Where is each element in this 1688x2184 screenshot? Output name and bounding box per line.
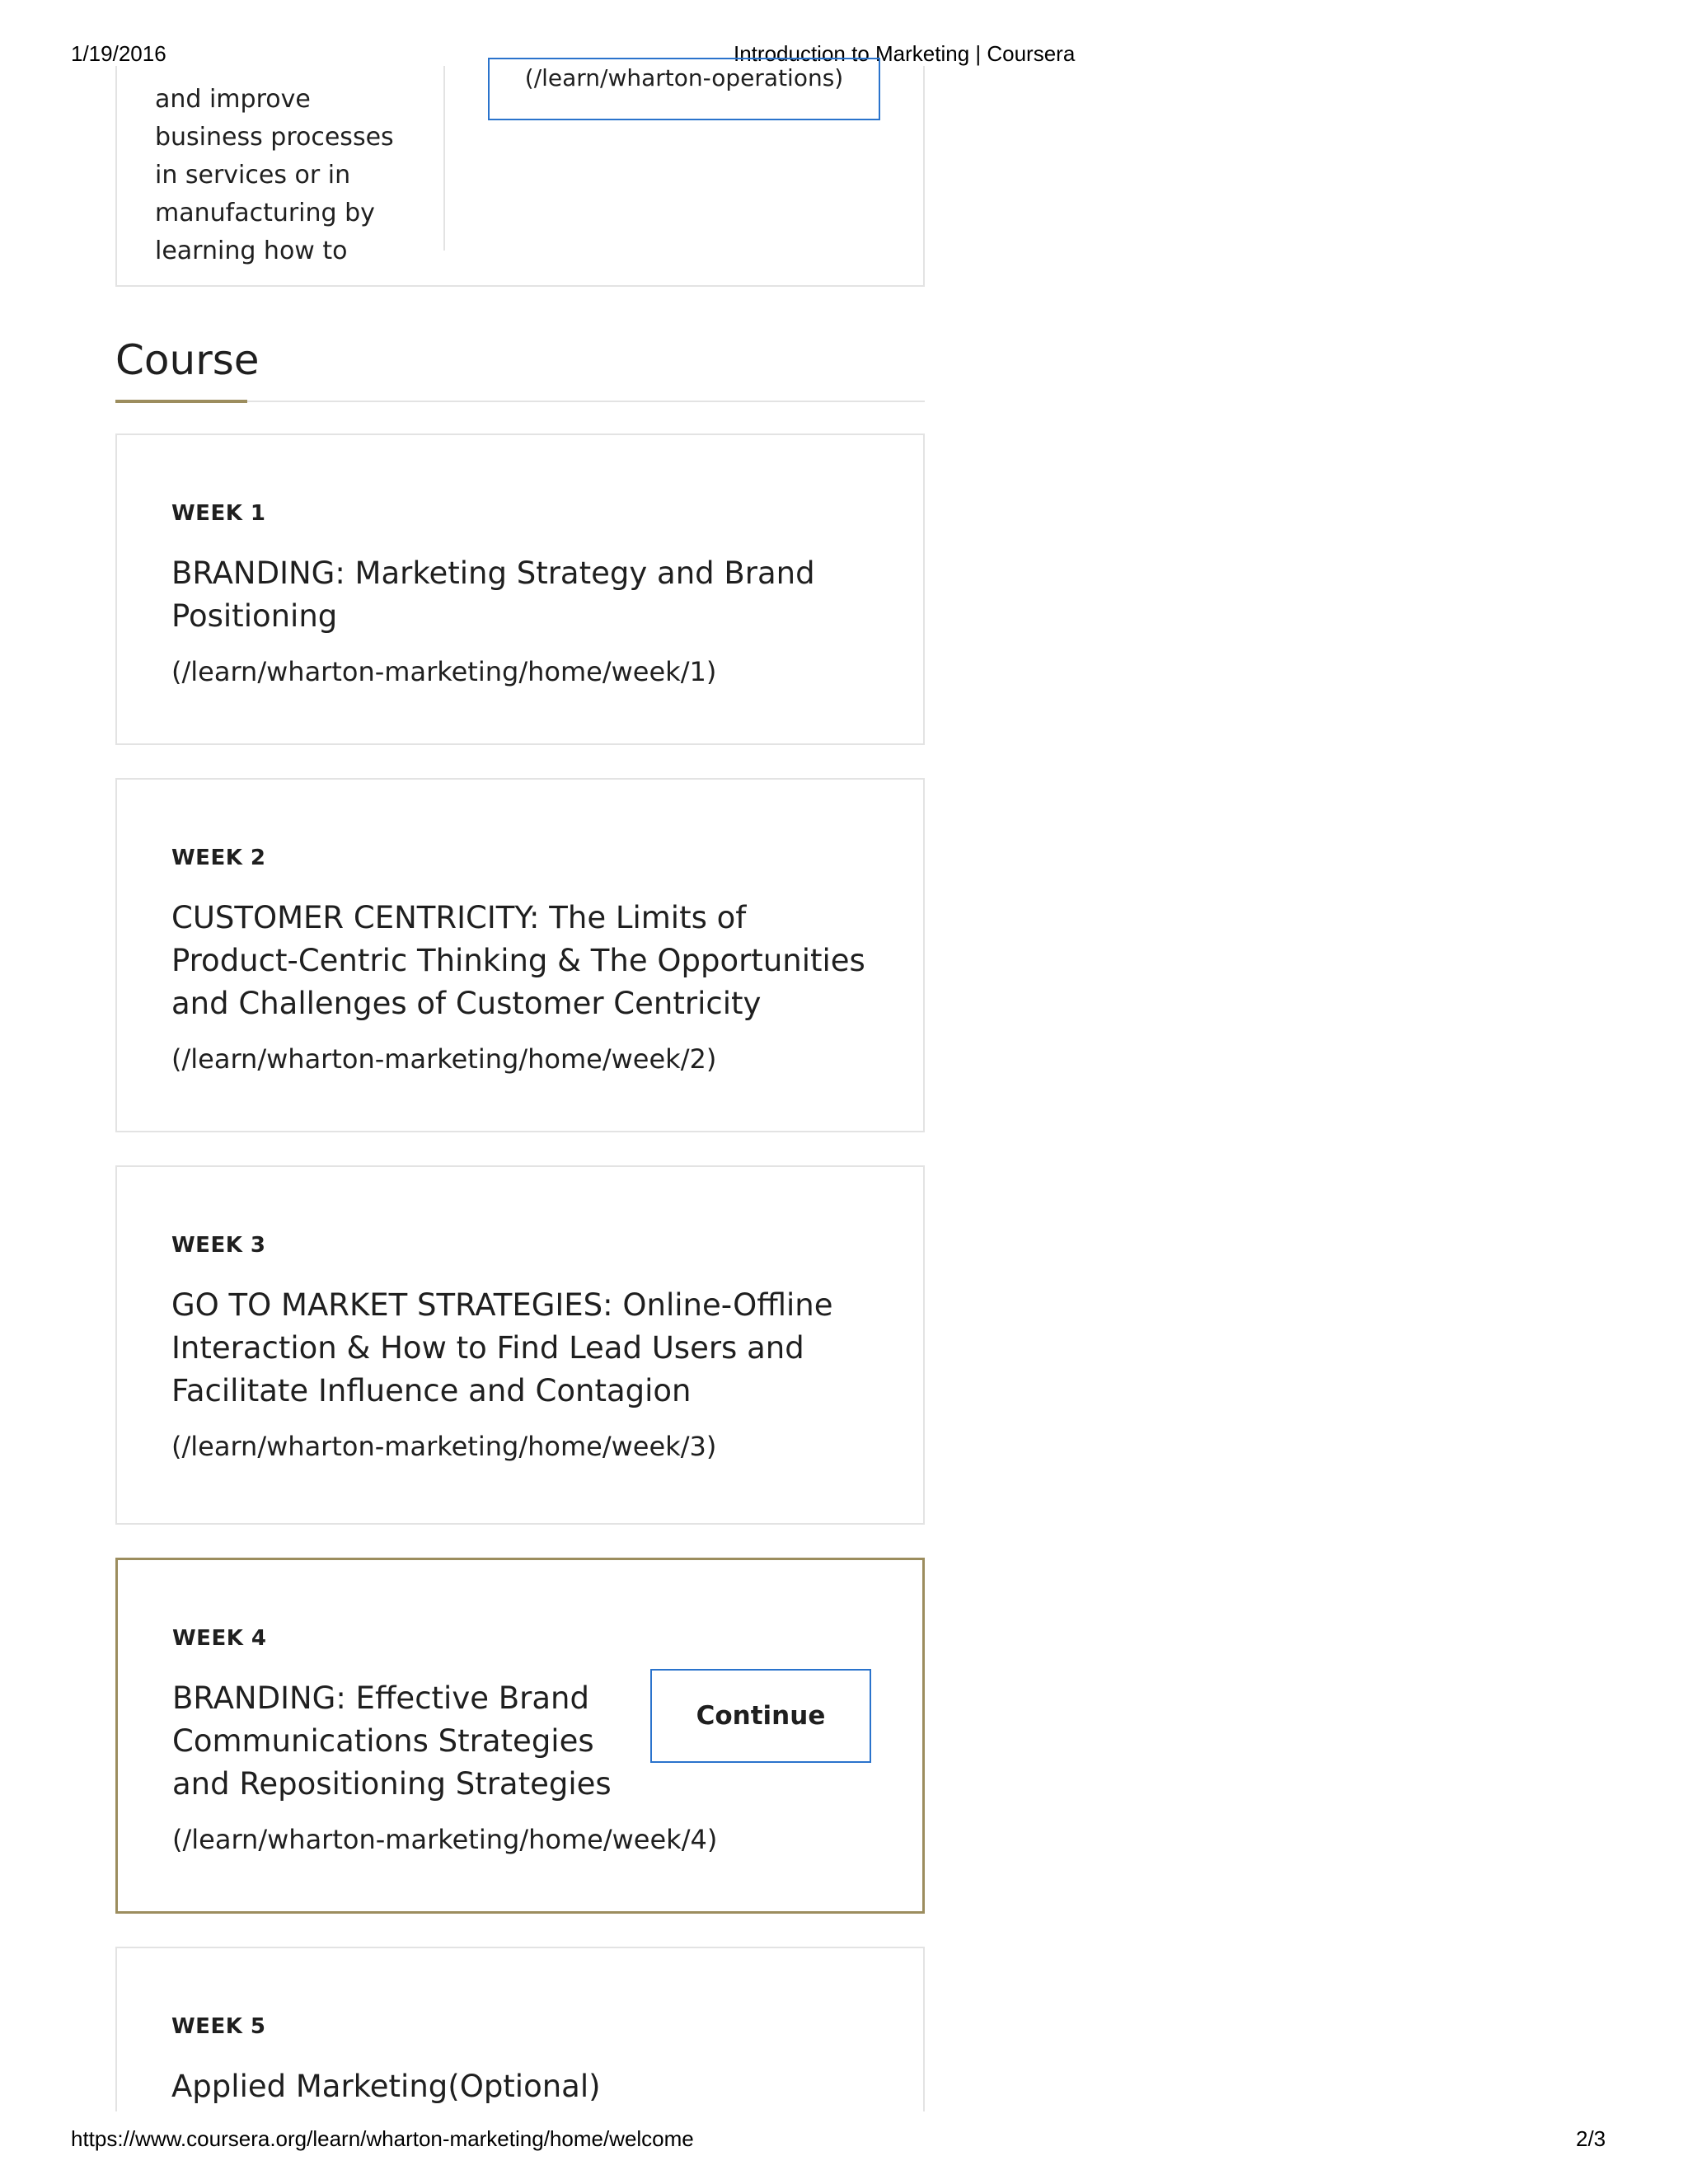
week-label: WEEK 1	[171, 501, 266, 526]
week-link[interactable]: (/learn/wharton-marketing/home/week/1)	[171, 656, 717, 687]
week-card-5[interactable]	[115, 1947, 925, 2111]
week-label: WEEK 4	[172, 1626, 267, 1651]
specialization-description: and improve business processes in services or in manufacturing by learning how to	[155, 85, 394, 265]
week-label: WEEK 2	[171, 846, 266, 870]
specialization-link-text: (/learn/wharton-operations)	[524, 64, 844, 91]
print-date: 1/19/2016	[71, 41, 166, 66]
week-card-4-current[interactable]	[115, 1558, 925, 1914]
section-divider-accent	[115, 400, 247, 403]
print-page-number: 2/3	[1576, 2126, 1606, 2151]
week-card-1[interactable]	[115, 434, 925, 745]
print-page-title: Introduction to Marketing | Coursera	[734, 41, 1076, 66]
week-title[interactable]: BRANDING: Effective Brand Communications Strategies and Repositioning Strategies	[172, 1680, 612, 1802]
print-url: https://www.coursera.org/learn/wharton-marketing/home/welcome	[71, 2126, 694, 2151]
week-link[interactable]: (/learn/wharton-marketing/home/week/4)	[172, 1824, 718, 1855]
card-divider	[443, 66, 445, 251]
week-title[interactable]: CUSTOMER CENTRICITY: The Limits of Product-Centric Thinking & The Opportunities and Challenges of Customer Centricity	[171, 900, 865, 1021]
specialization-link-button[interactable]	[488, 58, 880, 120]
week-card-3[interactable]	[115, 1165, 925, 1525]
week-card-2[interactable]	[115, 778, 925, 1132]
continue-button[interactable]: Continue	[650, 1669, 871, 1763]
week-label: WEEK 5	[171, 2014, 266, 2039]
week-title[interactable]: BRANDING: Marketing Strategy and Brand Positioning	[171, 555, 815, 634]
specialization-card	[115, 66, 925, 287]
week-label: WEEK 3	[171, 1233, 266, 1258]
week-link[interactable]: (/learn/wharton-marketing/home/week/3)	[171, 1431, 717, 1462]
week-link[interactable]: (/learn/wharton-marketing/home/week/2)	[171, 1043, 717, 1075]
section-heading-course: Course	[115, 336, 260, 384]
week-title[interactable]: GO TO MARKET STRATEGIES: Online-Offline Interaction & How to Find Lead Users and Facilitate Influence and Contagion	[171, 1287, 833, 1408]
week-title[interactable]: Applied Marketing(Optional)	[171, 2069, 601, 2104]
